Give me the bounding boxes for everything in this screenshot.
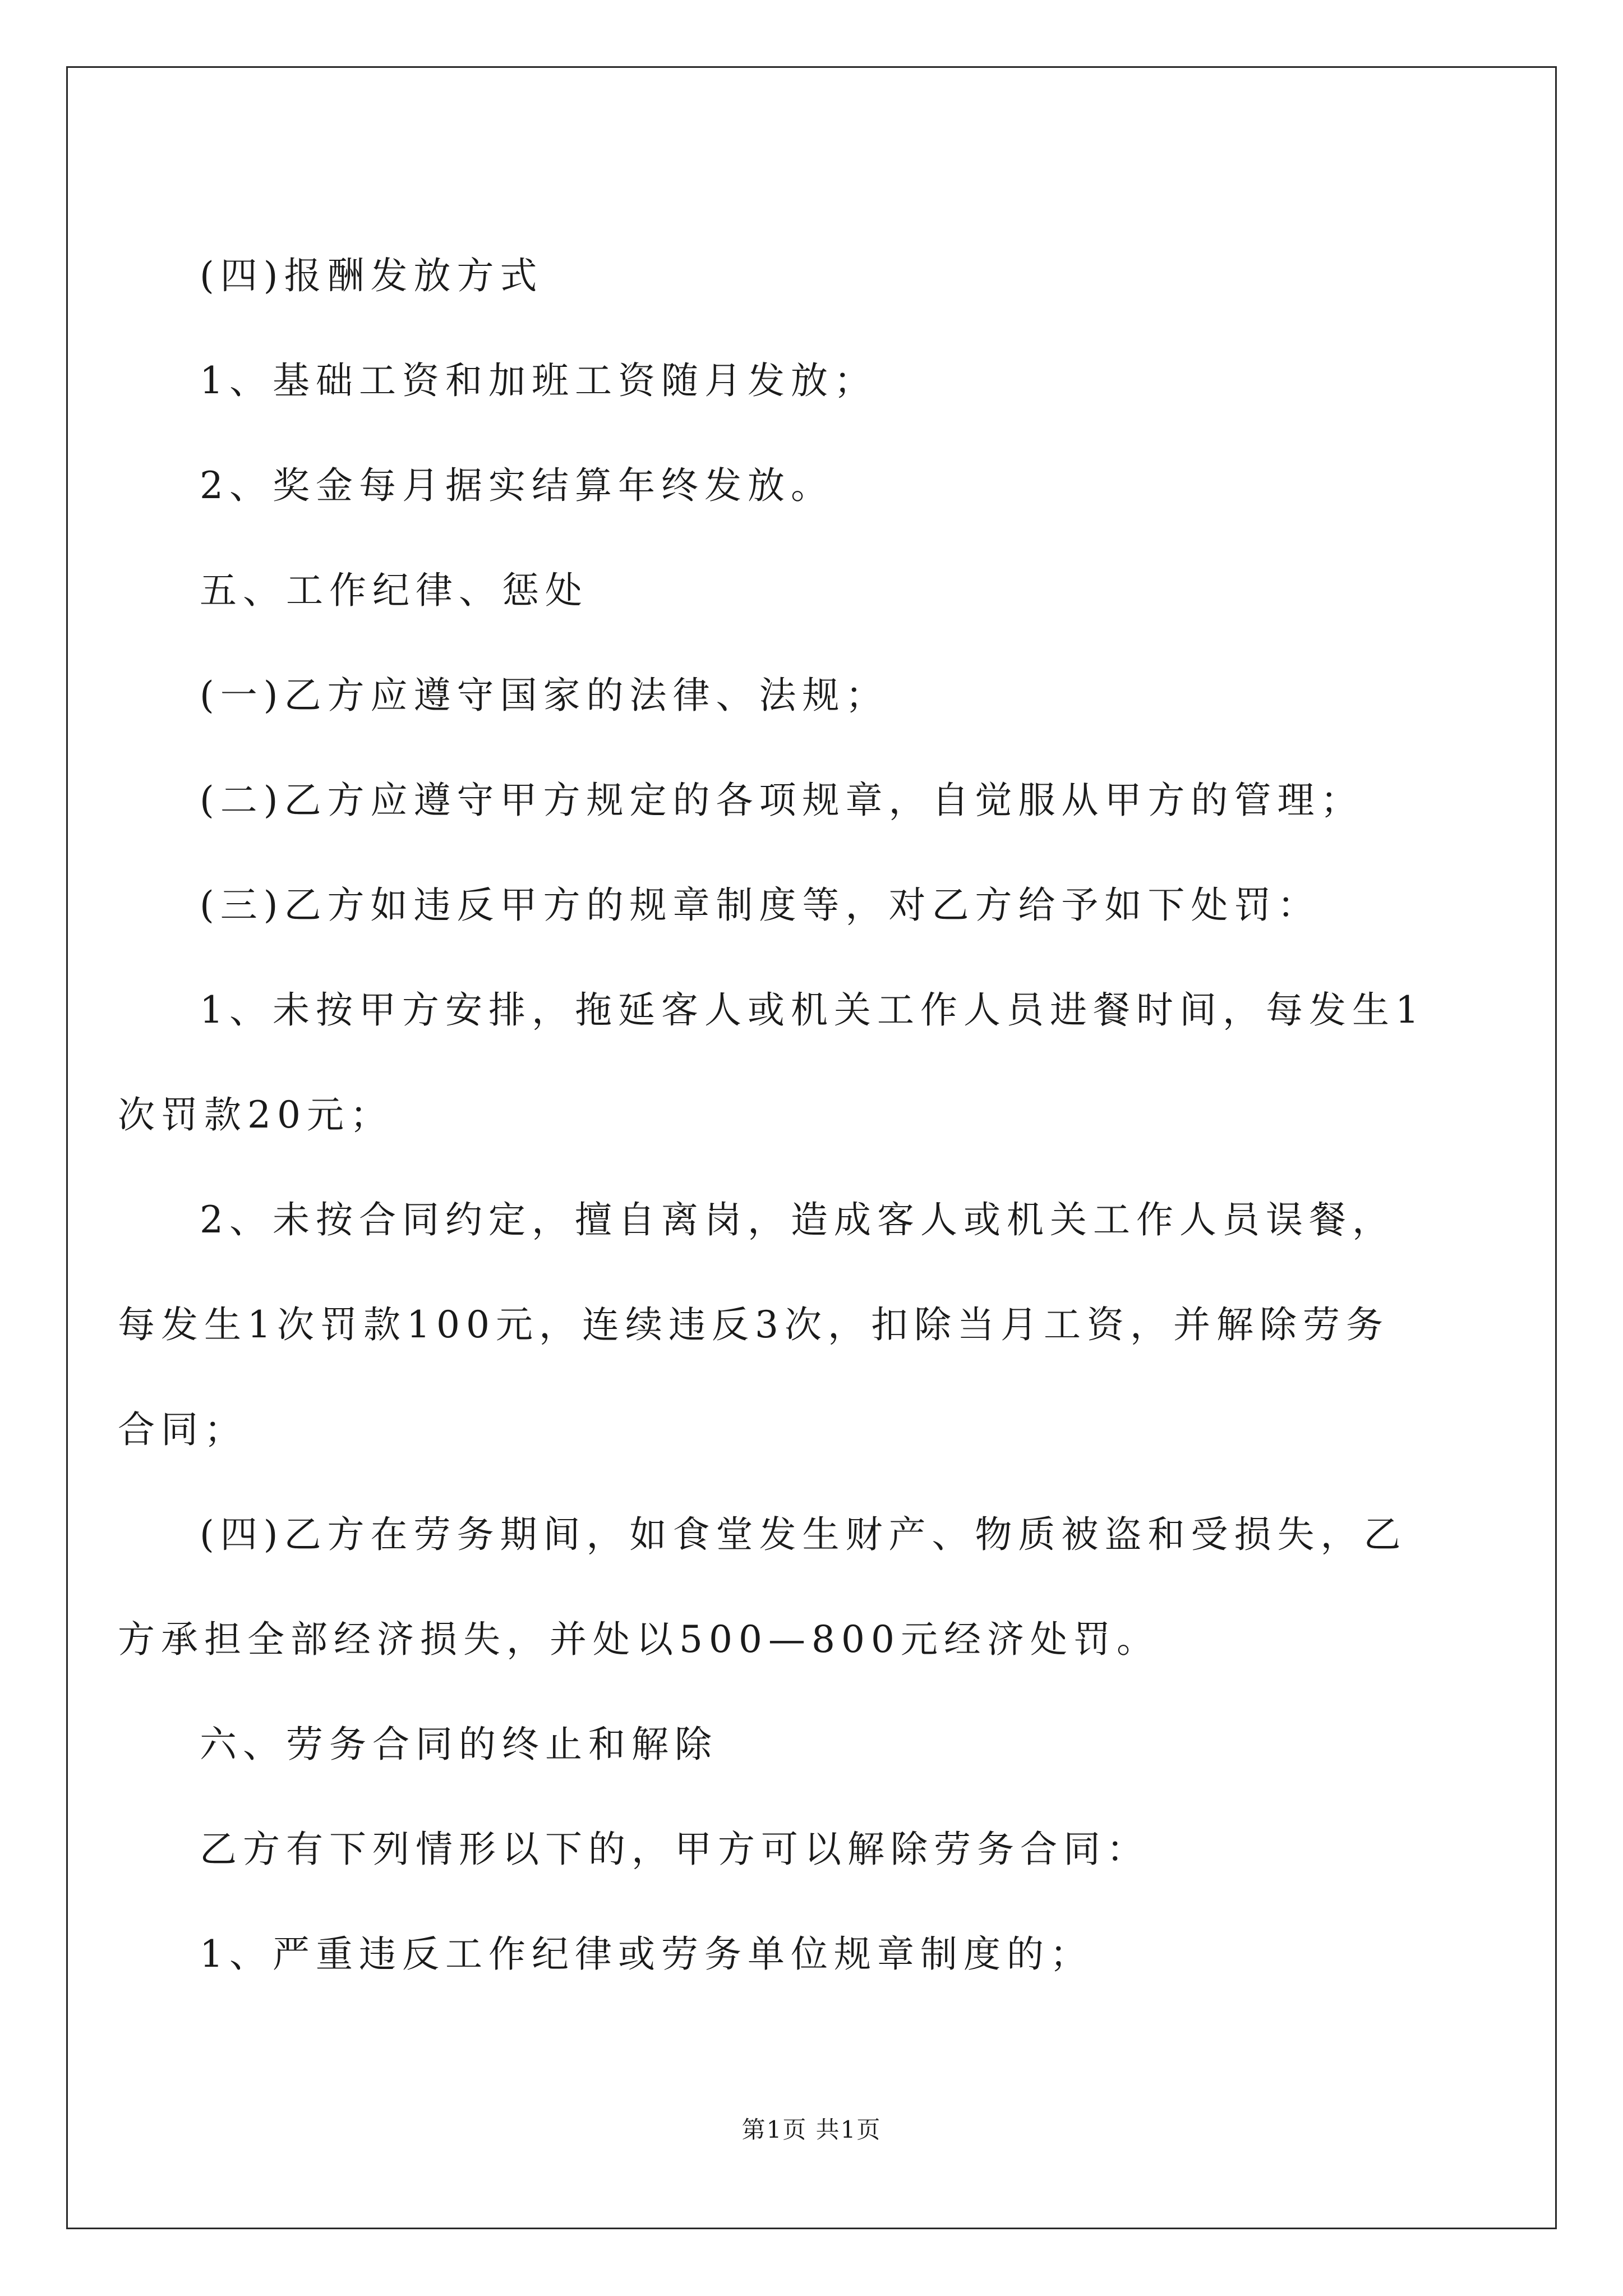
paragraph-penalty-absence: 2、未按合同约定，擅自离岗，造成客人或机关工作人员误餐，每发生1次罚款100元，连续违反3次，扣除当月工资，并解除劳务合同； [118, 1198, 1395, 1451]
paragraph-property-loss: (四)乙方在劳务期间，如食堂发生财产、物质被盗和受损失，乙方承担全部经济损失，并处以500—800元经济处罚。 [118, 1513, 1407, 1661]
document-body [118, 223, 1430, 2007]
paragraph-penalty-delay: 1、未按甲方安排，拖延客人或机关工作人员进餐时间，每发生1次罚款20元； [118, 988, 1425, 1137]
section-heading-discipline: 五、工作纪律、惩处 [200, 569, 588, 612]
paragraph-obey-law: (一)乙方应遵守国家的法律、法规； [200, 674, 889, 717]
paragraph-termination-conditions: 乙方有下列情形以下的，甲方可以解除劳务合同： [200, 1828, 1150, 1871]
section-heading-termination: 六、劳务合同的终止和解除 [200, 1723, 718, 1766]
paragraph-bonus-yearly: 2、奖金每月据实结算年终发放。 [200, 464, 834, 507]
paragraph-salary-monthly: 1、基础工资和加班工资随月发放； [200, 359, 877, 402]
page-footer: 第1页 共1页 [741, 2116, 882, 2143]
paragraph-penalties-intro: (三)乙方如违反甲方的规章制度等，对乙方给予如下处罚： [200, 884, 1321, 927]
paragraph-serious-violation: 1、严重违反工作纪律或劳务单位规章制度的； [200, 1932, 1093, 1976]
paragraph-remuneration-method: (四)报酬发放方式 [200, 254, 543, 297]
paragraph-obey-rules: (二)乙方应遵守甲方规定的各项规章，自觉服从甲方的管理； [200, 779, 1364, 822]
